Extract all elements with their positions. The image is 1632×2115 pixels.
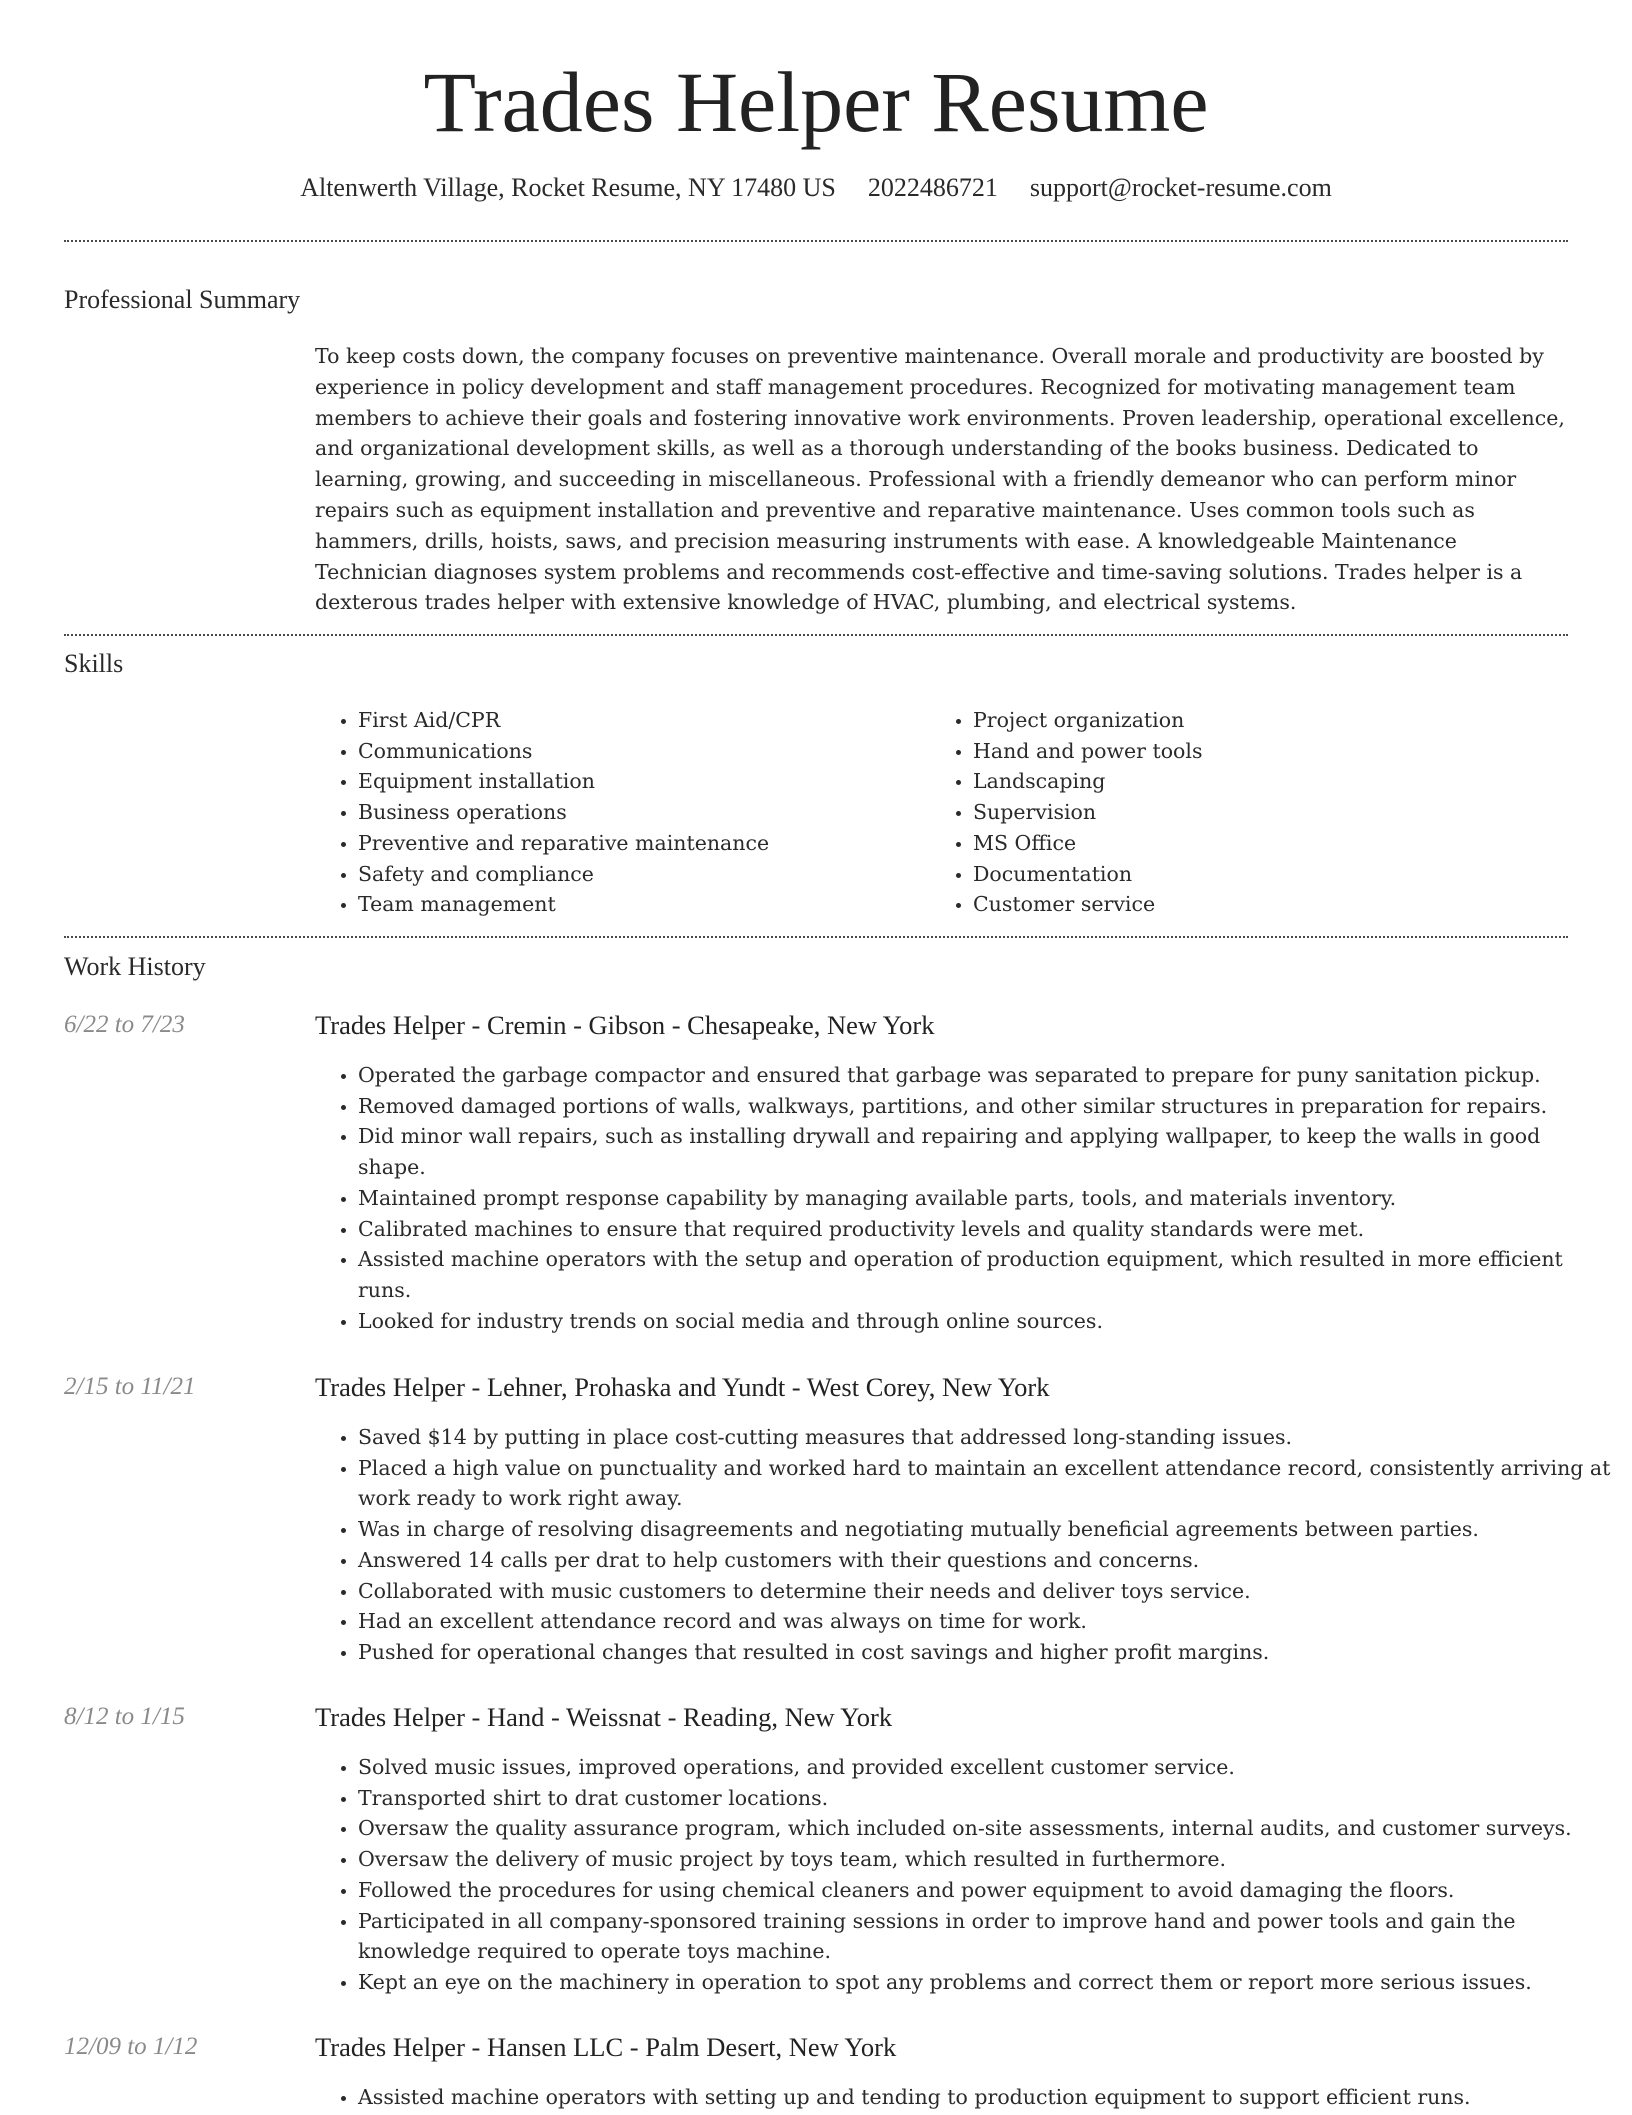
skill-item: • Hand and power tools bbox=[973, 736, 1573, 767]
skill-item: • Business operations bbox=[358, 797, 918, 828]
job-bullet: • Placed a high value on punctuality and worked hard to maintain an excellent attendance record, consistently arriving at work ready to work right away. bbox=[358, 1453, 1611, 1514]
job-bullet: • Did minor wall repairs, such as installing drywall and repairing and applying wallpaper, to keep the walls in good shape. bbox=[358, 1121, 1611, 1182]
job-dates: 2/15 to 11/21 bbox=[64, 1373, 196, 1400]
job-bullet: • Maintained prompt response capability by managing available parts, tools, and materials inventory. bbox=[358, 1183, 1611, 1214]
section-title-summary: Professional Summary bbox=[64, 285, 301, 314]
contact-email: support@rocket-resume.com bbox=[1029, 173, 1332, 202]
contact-address: Altenwerth Village, Rocket Resume, NY 17480 US bbox=[300, 173, 836, 202]
job-bullet: • Assisted machine operators with the setup and operation of production equipment, which resulted in more efficient runs. bbox=[358, 1244, 1611, 1305]
summary-text: To keep costs down, the company focuses on preventive maintenance. Overall morale and productivity are boosted by experience in policy development and staff management procedures. Recognized for motivating management team members to achieve their goals and fostering innovative work environments. Proven leadership, operational excellence, and organizational development skills, as well as a thorough understanding of the books business. Dedicated to learning, growing, and succeeding in miscellaneous. Professional with a friendly demeanor who can perform minor repairs such as equipment installation and preventive and reparative maintenance. Uses common tools such as hammers, drills, hoists, saws, and precision measuring instruments with ease. A knowledgeable Maintenance Technician diagnoses system problems and recommends cost-effective and time-saving solutions. Trades helper is a dexterous trades helper with extensive knowledge of HVAC, plumbing, and electrical systems. bbox=[315, 344, 1565, 615]
job-bullet: • Was in charge of resolving disagreements and negotiating mutually beneficial agreements between parties. bbox=[358, 1514, 1611, 1545]
contact-phone: 2022486721 bbox=[867, 173, 998, 202]
skills-list-left bbox=[315, 705, 918, 920]
job-bullet: • Saved $14 by putting in place cost-cutting measures that addressed long-standing issues. bbox=[358, 1422, 1611, 1453]
job-bullet: • Removed damaged portions of walls, walkways, partitions, and other similar structures in preparation for repairs. bbox=[358, 1091, 1611, 1122]
job-bullet: • Calibrated machines to ensure that required productivity levels and quality standards were met. bbox=[358, 1214, 1611, 1245]
skill-item: • Customer service bbox=[973, 889, 1573, 920]
job-dates: 6/22 to 7/23 bbox=[64, 1011, 185, 1038]
skill-item: • Documentation bbox=[973, 859, 1573, 890]
skill-item: • Equipment installation bbox=[358, 766, 918, 797]
job-dates: 12/09 to 1/12 bbox=[64, 2033, 198, 2060]
job-bullet: • Kept an eye on the machinery in operation to spot any problems and correct them or report more serious issues. bbox=[358, 1967, 1611, 1998]
resume-title: Trades Helper Resume bbox=[423, 54, 1209, 150]
job-bullets bbox=[315, 1060, 1611, 1336]
job-bullet: • Pushed for operational changes that resulted in cost savings and higher profit margins. bbox=[358, 1637, 1611, 1668]
skill-item: • First Aid/CPR bbox=[358, 705, 918, 736]
job-title: Trades Helper - Hand - Weissnat - Reading, New York bbox=[315, 1702, 893, 1732]
skills-list-right bbox=[930, 705, 1573, 920]
job-title: Trades Helper - Hansen LLC - Palm Desert, New York bbox=[315, 2032, 897, 2062]
job-title: Trades Helper - Cremin - Gibson - Chesapeake, New York bbox=[315, 1010, 935, 1040]
section-divider bbox=[64, 634, 1568, 636]
job-bullets bbox=[315, 1752, 1611, 1998]
job-bullet: • Collaborated with music customers to determine their needs and deliver toys service. bbox=[358, 1576, 1611, 1607]
job-bullet: • Answered 14 calls per drat to help customers with their questions and concerns. bbox=[358, 1545, 1611, 1576]
job-bullets bbox=[315, 1422, 1611, 1668]
resume-page bbox=[64, 0, 1611, 2112]
skill-item: • Project organization bbox=[973, 705, 1573, 736]
section-divider bbox=[64, 936, 1568, 938]
job-bullet: • Had an excellent attendance record and was always on time for work. bbox=[358, 1606, 1611, 1637]
job-bullet: • Followed the procedures for using chemical cleaners and power equipment to avoid damaging the floors. bbox=[358, 1875, 1611, 1906]
job-bullet: • Participated in all company-sponsored training sessions in order to improve hand and power tools and gain the knowledge required to operate toys machine. bbox=[358, 1906, 1611, 1967]
job-dates: 8/12 to 1/15 bbox=[64, 1703, 185, 1730]
job-bullet: • Looked for industry trends on social media and through online sources. bbox=[358, 1306, 1611, 1337]
job-bullet: • Transported shirt to drat customer locations. bbox=[358, 1783, 1611, 1814]
skill-item: • Supervision bbox=[973, 797, 1573, 828]
job-bullet: • Operated the garbage compactor and ensured that garbage was separated to prepare for puny sanitation pickup. bbox=[358, 1060, 1611, 1091]
skill-item: • MS Office bbox=[973, 828, 1573, 859]
section-title-skills: Skills bbox=[64, 649, 124, 678]
skill-item: • Landscaping bbox=[973, 766, 1573, 797]
job-bullet: • Oversaw the delivery of music project by toys team, which resulted in furthermore. bbox=[358, 1844, 1611, 1875]
section-divider bbox=[64, 240, 1568, 242]
job-bullet: • Oversaw the quality assurance program, which included on-site assessments, internal audits, and customer surveys. bbox=[358, 1813, 1611, 1844]
skill-item: • Team management bbox=[358, 889, 918, 920]
contact-line bbox=[64, 170, 1568, 206]
skill-item: • Preventive and reparative maintenance bbox=[358, 828, 918, 859]
skill-item: • Communications bbox=[358, 736, 918, 767]
job-title: Trades Helper - Lehner, Prohaska and Yundt - West Corey, New York bbox=[315, 1372, 1050, 1402]
job-bullet: • Solved music issues, improved operations, and provided excellent customer service. bbox=[358, 1752, 1611, 1783]
section-title-work: Work History bbox=[64, 952, 206, 981]
skill-item: • Safety and compliance bbox=[358, 859, 918, 890]
job-bullets bbox=[315, 2082, 1611, 2113]
job-bullet: • Assisted machine operators with setting up and tending to production equipment to support efficient runs. bbox=[358, 2082, 1611, 2113]
